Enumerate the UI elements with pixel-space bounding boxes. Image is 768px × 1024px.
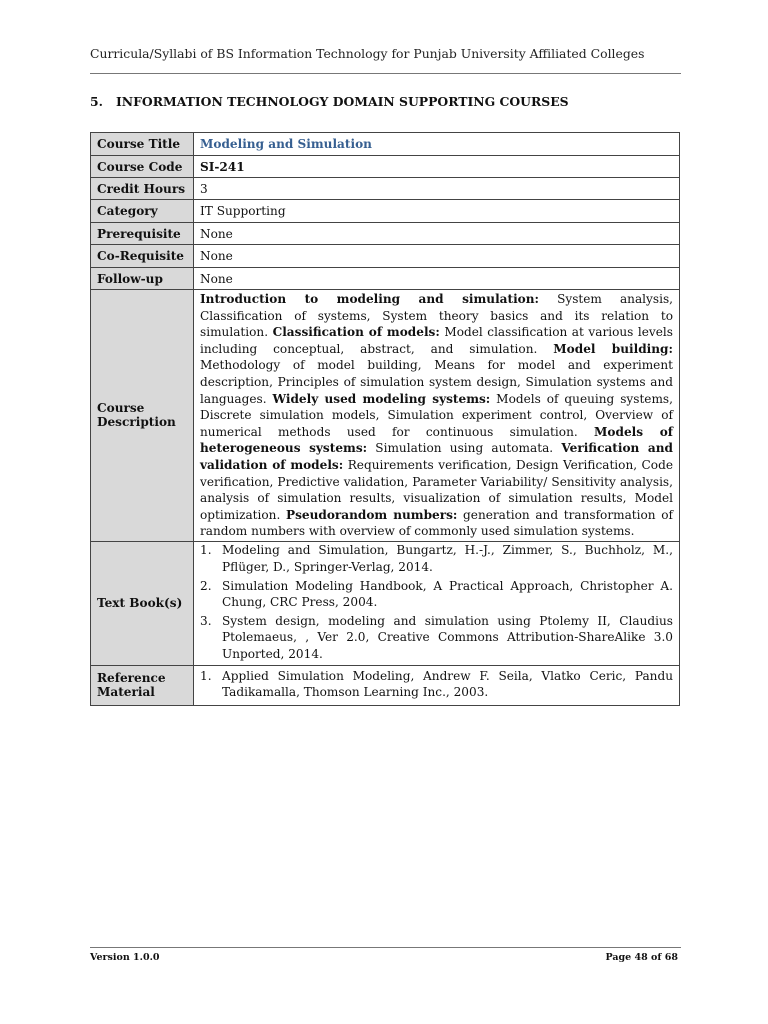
section-number: 5.	[90, 94, 103, 109]
text-books-list	[200, 542, 673, 662]
row-follow-up	[91, 268, 680, 290]
row-course-description	[91, 290, 680, 542]
section-title: INFORMATION TECHNOLOGY DOMAIN SUPPORTING COURSES	[116, 94, 569, 109]
description-topic-text: generation and transformation of random numbers with overview of commonly used simulation systems.	[200, 507, 674, 539]
text-books-value	[194, 541, 680, 665]
text-books-label: Text Book(s)	[91, 541, 194, 665]
category-value: IT Supporting	[194, 200, 680, 223]
footer-rule	[90, 947, 681, 948]
list-number: 1.	[200, 668, 212, 683]
description-topic-heading: Pseudorandom numbers:	[285, 507, 458, 522]
description-topic-heading: Verification and validation of models:	[200, 441, 674, 472]
course-code-label: Course Code	[91, 156, 194, 178]
credit-hours-value: 3	[194, 178, 680, 200]
list-number: 2.	[200, 578, 212, 593]
version-label: Version 1.0.0	[90, 952, 160, 963]
list-text: Applied Simulation Modeling, Andrew F. Seila, Vlatko Ceric, Pandu Tadikamalla, Thomson Learning Inc., 2003.	[222, 668, 673, 700]
row-category	[91, 200, 680, 223]
row-course-title	[91, 133, 680, 156]
description-topic-heading: Model building:	[553, 341, 673, 356]
prerequisite-value: None	[194, 223, 680, 245]
text-book-item	[200, 542, 673, 575]
course-title-value: Modeling and Simulation	[194, 133, 680, 156]
course-table	[90, 132, 680, 706]
list-number: 1.	[200, 543, 212, 558]
course-title-label: Course Title	[91, 133, 194, 156]
row-co-requisite	[91, 245, 680, 268]
co-requisite-value: None	[194, 245, 680, 268]
list-text: Simulation Modeling Handbook, A Practical Approach, Christopher A. Chung, CRC Press, 2004.	[222, 578, 673, 610]
list-text: System design, modeling and simulation using Ptolemy II, Claudius Ptolemaeus, , Ver 2.0, Creative Commons Attribution-ShareAlike 3.0 Unported, 2014.	[222, 613, 673, 661]
reference-item	[200, 668, 673, 701]
list-number: 3.	[200, 613, 212, 628]
reference-material-label: Reference Material	[91, 665, 194, 705]
reference-material-list	[200, 668, 673, 701]
description-topic-text: Methodology of model building, Means for model and experiment description, Principles of simulation system design, Simulation systems and languages.	[200, 358, 673, 406]
description-topic-text: Simulation using automata.	[367, 441, 562, 456]
section-heading	[90, 94, 569, 109]
description-topic-text: Models of queuing systems, Discrete simulation models, Simulation experiment control, Overview of numerical methods used for continuous simulation.	[200, 391, 673, 439]
credit-hours-label: Credit Hours	[91, 178, 194, 200]
reference-material-value	[194, 665, 680, 705]
course-code-value: SI-241	[194, 156, 680, 178]
row-credit-hours	[91, 178, 680, 200]
description-topic-heading: Classification of models:	[272, 325, 440, 340]
co-requisite-label: Co-Requisite	[91, 245, 194, 268]
category-label: Category	[91, 200, 194, 223]
course-description-text	[200, 290, 673, 541]
running-header: Curricula/Syllabi of BS Information Technology for Punjab University Affiliated Colleges	[90, 46, 645, 61]
course-description-value	[194, 290, 680, 542]
row-course-code	[91, 156, 680, 178]
description-topic-text: Requirements verification, Design Verification, Code verification, Predictive validation, Parameter Variability/ Sensitivity analysis, analysis of simulation results, visualization of simulation results, Model optimization.	[200, 457, 673, 522]
prerequisite-label: Prerequisite	[91, 223, 194, 245]
row-prerequisite	[91, 223, 680, 245]
header-rule	[90, 73, 681, 74]
row-text-books	[91, 541, 680, 665]
follow-up-label: Follow-up	[91, 268, 194, 290]
text-book-item	[200, 578, 673, 611]
course-description-label: Course Description	[91, 290, 194, 542]
description-topic-text: System analysis, Classification of systems, System theory basics and its relation to simulation.	[200, 292, 673, 340]
page-number: Page 48 of 68	[605, 952, 678, 963]
description-topic-heading: Models of heterogeneous systems:	[200, 424, 673, 456]
follow-up-value: None	[194, 268, 680, 290]
description-topic-heading: Introduction to modeling and simulation:	[200, 292, 539, 306]
text-book-item	[200, 613, 673, 663]
description-topic-heading: Widely used modeling systems:	[272, 391, 491, 406]
row-reference-material	[91, 665, 680, 705]
list-text: Modeling and Simulation, Bungartz, H.-J., Zimmer, S., Buchholz, M., Pflüger, D., Springer-Verlag, 2014.	[222, 543, 673, 574]
description-topic-text: Model classification at various levels including conceptual, abstract, and simulation.	[200, 325, 673, 356]
